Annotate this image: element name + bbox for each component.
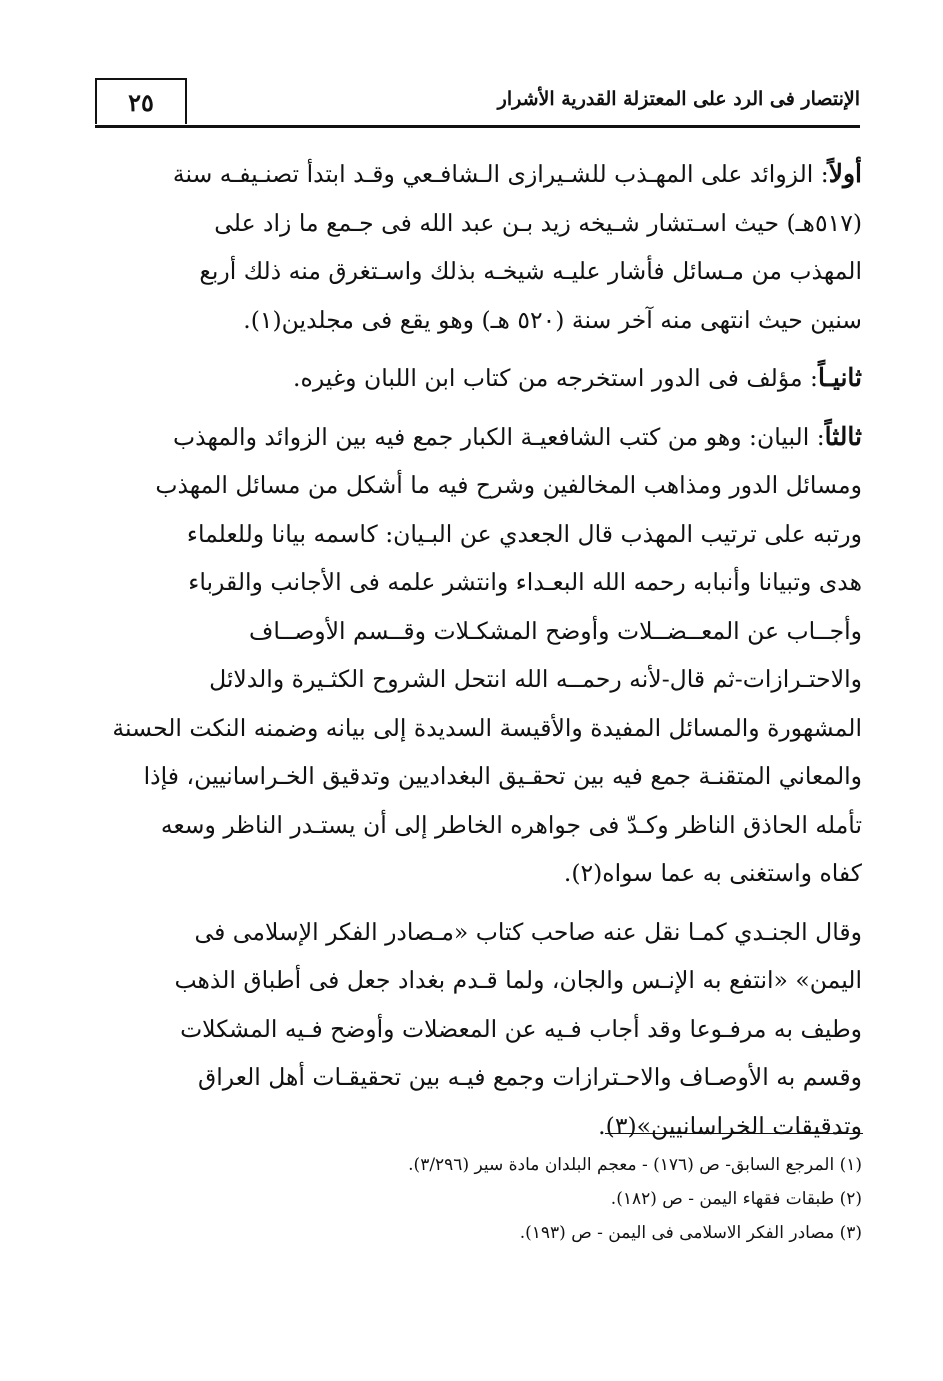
text-line: (٥١٧هـ) حيث اسـتشار شـيخه زيد بـن عبد الله فى جـمع ما زاد على — [214, 208, 862, 237]
text-line: كفاه واستغنى به عما سواه(٢). — [563, 859, 862, 887]
header-rule — [95, 125, 860, 128]
text-line: المشهورة والمسائل المفيدة والأقيسة السديدة إلى بيانه وضمنه النكت الحسنة — [112, 713, 862, 742]
text-line: وقسم به الأوصـاف والاحـترازات وجمع فيـه بين تحقيقـات أهل العراق — [198, 1063, 862, 1091]
item-label-third: ثالثاً — [824, 421, 862, 451]
text-line: : الزوائد على المهـذب للشـيرازى الـشافـعي وقـد ابتدأ تصنـيفـه سنة — [172, 160, 829, 188]
text-line: هدى وتبيانا وأنبابه رحمه الله البعـداء وانتشر علمه فى الأجانب والقرباء — [188, 568, 862, 596]
page-number: ٢٥ — [128, 87, 154, 117]
footnote: (٢) طبقات فقهاء اليمن - ص (١٨٢). — [610, 1189, 862, 1209]
page-number-box — [95, 78, 187, 124]
paragraph-first — [98, 150, 862, 344]
text-line: وقال الجنـدي كمـا نقل عنه صاحب كتاب «مـصادر الفكر الإسلامى فى — [194, 917, 862, 946]
text-line: وأجــاب عن المعــضــلات وأوضح المشكـلات وقــسم الأوصــاف — [249, 616, 862, 645]
paragraph-second — [98, 354, 862, 403]
text-line: ومسائل الدور ومذاهب المخالفين وشرح فيه ما أشكل من مسائل المهذب — [155, 471, 862, 499]
text-line: والاحتـرازات-ثم قال-لأنه رحمــه الله انتحل الشروح الكثـيرة والدلائل — [209, 665, 862, 693]
running-title: الإنتصار فى الرد على المعتزلة القدرية الأشرار — [497, 88, 860, 110]
body-text — [98, 150, 862, 1150]
text-line: وطيف به مرفـوعا وقد أجاب فـيه عن المعضلات وأوضح فـيه المشكلات — [180, 1014, 862, 1043]
footnotes — [98, 1148, 862, 1250]
text-line: : مؤلف فى الدور استخرجه من كتاب ابن اللبان وغيره. — [293, 364, 818, 392]
footnote-rule — [605, 1133, 863, 1134]
text-line: وتدقيقات الخراسانيين»(٣). — [598, 1111, 862, 1140]
footnote: (١) المرجع السابق- ص (١٧٦) - معجم البلدان مادة سير (٣/٢٩٦). — [408, 1155, 862, 1175]
paragraph-fourth — [98, 908, 862, 1151]
footnote: (٣) مصادر الفكر الاسلامى فى اليمن - ص (١٩٣). — [519, 1223, 862, 1243]
text-line: ورتبه على ترتيب المهذب قال الجعدي عن البـيان: كاسمه بيانا وللعلماء — [186, 519, 862, 548]
text-line: سنين حيث انتهى منه آخر سنة (٥٢٠ هـ) وهو يقع فى مجلدين(١). — [243, 305, 862, 334]
text-line: المهذب من مـسائل فأشار عليـه شيخـه بذلك واسـتغرق منه ذلك أربع — [199, 257, 862, 285]
text-line: والمعاني المتقنـة جمع فيه بين تحقـيق البغداديين وتدقيق الخـراسانيين، فإذا — [143, 762, 862, 790]
item-label-second: ثانيـاً — [817, 363, 862, 392]
text-line: : البيان: وهو من كتب الشافعيـة الكبار جمع فيه بين الزوائد والمهذب — [173, 422, 825, 451]
item-label-first: أولاً — [828, 159, 862, 188]
page-header — [95, 78, 860, 128]
text-line: اليمن» «انتفع به الإنـس والجان، ولما قـدم بغداد جعل فى أطباق الذهب — [174, 966, 862, 994]
text-line: تأمله الحاذق الناظر وكـدّ فى جواهره الخاطر إلى أن يستـدر الناظر وسعه — [160, 810, 862, 839]
paragraph-third — [98, 413, 862, 898]
